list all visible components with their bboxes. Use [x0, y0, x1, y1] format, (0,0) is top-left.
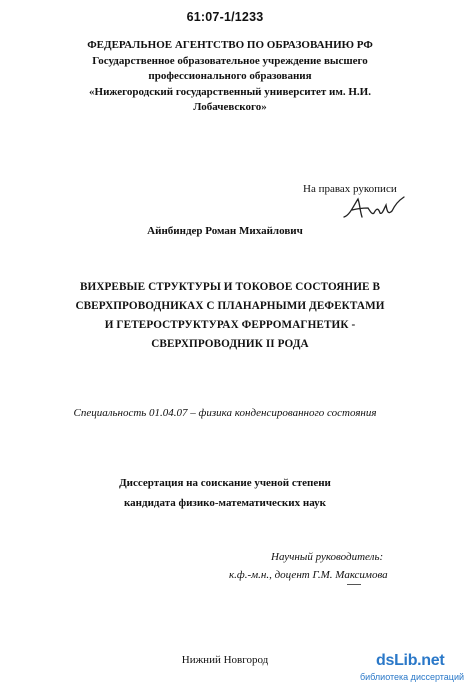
supervisor-name: к.ф.-м.н., доцент Г.М. Максимова: [229, 569, 388, 581]
specialty: Специальность 01.04.07 – физика конденсированного состояния: [73, 407, 377, 419]
title-line-1: ВИХРЕВЫЕ СТРУКТУРЫ И ТОКОВОЕ СОСТОЯНИЕ В: [79, 281, 381, 293]
organization-line-1: ФЕДЕРАЛЬНОЕ АГЕНТСТВО ПО ОБРАЗОВАНИЮ РФ: [87, 39, 373, 51]
dissertation-title: [40, 278, 420, 354]
city: Нижний Новгород: [181, 654, 269, 666]
organization-line-4: «Нижегородский государственный университет им. Н.И.: [89, 85, 371, 98]
degree-statement: [0, 473, 450, 513]
title-line-2: СВЕРХПРОВОДНИКАХ С ПЛАНАРНЫМИ ДЕФЕКТАМИ: [75, 300, 385, 312]
watermark-subtitle: библиотека диссертаций: [360, 672, 464, 682]
degree-line-1: Диссертация на соискание ученой степени: [119, 477, 331, 489]
organization-header: [40, 38, 420, 116]
rights-note: На правах рукописи: [303, 183, 397, 195]
title-line-4: СВЕРХПРОВОДНИК II РОДА: [151, 338, 309, 350]
author-name: Айнбиндер Роман Михайлович: [147, 225, 303, 237]
watermark-logo: dsLib.net: [376, 652, 445, 669]
organization-line-3: профессионального образования: [148, 70, 312, 82]
pen-mark: [347, 584, 361, 585]
organization-line-5: Лобачевского»: [193, 101, 267, 113]
handwritten-signature: [340, 193, 410, 225]
supervisor-label: Научный руководитель:: [271, 551, 384, 563]
degree-line-2: кандидата физико-математических наук: [124, 497, 326, 509]
organization-line-2: Государственное образовательное учреждение высшего: [92, 54, 368, 67]
catalog-number: 61:07-1/1233: [186, 10, 264, 24]
title-line-3: И ГЕТЕРОСТРУКТУРАХ ФЕРРОМАГНЕТИК -: [104, 319, 356, 331]
watermark: [358, 650, 464, 687]
